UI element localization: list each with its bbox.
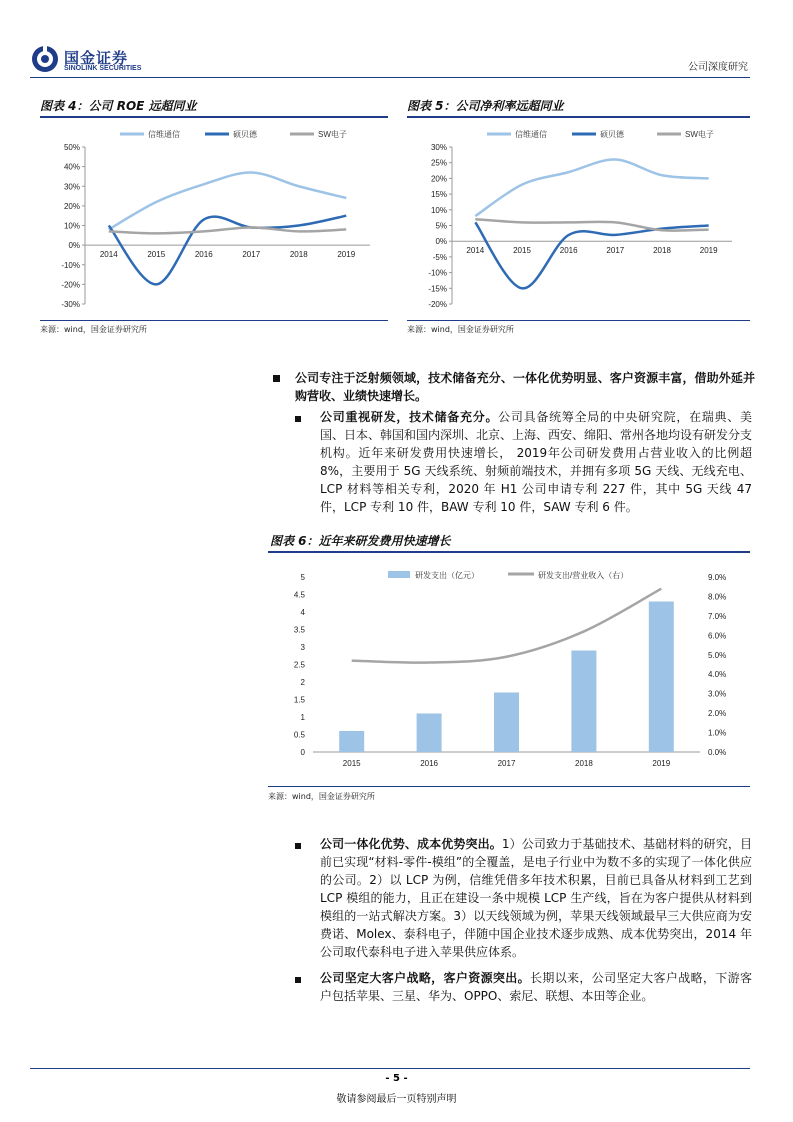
bar-2019 (649, 602, 674, 753)
y2-tick-label: 2.0% (708, 709, 727, 719)
bullet-sub-3 (295, 977, 301, 983)
legend-label-1: 硕贝德 (233, 130, 257, 139)
x-tick-label: 2015 (342, 759, 361, 768)
y-tick-label: 0% (68, 241, 80, 251)
bar-2017 (494, 693, 519, 753)
y-tick-label: 10% (63, 221, 80, 231)
sub2-body: 1）公司致力于基础技术、基础材料的研究，目前已实现“材料-零件-模组”的全覆盖，是电子行业中为数不多的实现了一体化供应的公司。2）以 LCP 为例，信维凭借多年技术积累，目前已具备从材料到工艺到 LCP 模组的能力，且正在建设一条中规模 LCP 生产线，旨在为客户提供从材料到模组的一站式解决方案。3）以天线领域为例，苹果天线领域最早三大供应商为安费诺、Molex、泰科电子，伴随中国企业技术逐步成熟、成本优势突出，2014 年公司取代泰科电子进入苹果供应体系。 (320, 837, 752, 959)
logo-english-name: SINOLINK SECURITIES (64, 65, 142, 72)
y2-tick-label: 8.0% (708, 592, 727, 602)
legend-label-1: 硕贝德 (600, 130, 624, 139)
bar-2015 (339, 731, 364, 752)
y-tick-label: -30% (61, 300, 80, 309)
figure5-title: 图表 5：公司净利率远超同业 (407, 99, 564, 113)
disclaimer: 敬请参阅最后一页特别声明 (336, 1094, 457, 1105)
y-tick-label: -10% (428, 268, 447, 278)
x-tick-label: 2019 (337, 250, 356, 260)
y2-tick-label: 3.0% (708, 689, 727, 699)
x-tick-label: 2015 (513, 246, 531, 256)
y2-tick-label: 4.0% (708, 670, 727, 680)
y-tick-label: 30% (63, 182, 80, 192)
y-tick-label: 0.5 (293, 730, 305, 740)
legend-label-line: 研发支出/营业收入（右） (538, 571, 629, 580)
y-tick-label: -20% (428, 300, 447, 309)
series-line-2 (109, 227, 347, 233)
y2-tick-label: 9.0% (708, 573, 727, 582)
figure5-bottom-rule (407, 320, 750, 321)
figure4-chart (40, 122, 388, 317)
point1-text: 公司专注于泛射频领域，技术储备充分、一体化优势明显、客户资源丰富，借助外延并购营收、业绩快速增长。 (295, 371, 755, 403)
y-tick-label: 3.5 (293, 625, 305, 635)
legend-swatch-bar (388, 571, 410, 578)
y-tick-label: 2 (300, 678, 305, 687)
y-tick-label: 40% (63, 162, 80, 172)
y-tick-label: 4.5 (293, 590, 305, 600)
y-tick-label: 50% (63, 143, 80, 152)
y-tick-label: 0 (300, 748, 305, 757)
y-tick-label: 1.5 (293, 695, 305, 705)
legend-label-0: 信维通信 (148, 130, 180, 139)
y-tick-label: -20% (61, 280, 80, 290)
bullet-point-1 (273, 375, 280, 382)
x-tick-label: 2016 (559, 246, 578, 256)
legend-label-0: 信维通信 (515, 130, 547, 139)
y-tick-label: 0% (435, 237, 447, 247)
y-tick-label: 5% (435, 221, 447, 231)
y-tick-label: -10% (61, 260, 80, 270)
sub3-paragraph (320, 969, 752, 1005)
figure6-top-rule (268, 551, 750, 553)
x-tick-label: 2019 (699, 246, 718, 256)
sub3-body: 长期以来，公司坚定大客户战略，下游客户包括苹果、三星、华为、OPPO、索尼、联想、本田等企业。 (320, 971, 752, 1003)
x-tick-label: 2018 (653, 246, 671, 256)
figure5-source: 来源：wind，国金证券研究所 (407, 325, 514, 334)
sub2-heading: 公司一体化优势、成本优势突出。 (320, 837, 502, 851)
figure6-bottom-rule (268, 786, 750, 787)
y-tick-label: -15% (428, 284, 447, 294)
x-tick-label: 2017 (242, 250, 261, 260)
x-tick-label: 2014 (466, 246, 485, 256)
x-tick-label: 2014 (99, 250, 118, 260)
figure4-bottom-rule (40, 320, 388, 321)
x-tick-label: 2018 (289, 250, 308, 260)
y-tick-label: 15% (430, 190, 447, 200)
y2-tick-label: 6.0% (708, 631, 727, 641)
header-divider (30, 77, 750, 78)
sub1-paragraph (320, 408, 752, 516)
figure5-chart (407, 122, 750, 317)
y-tick-label: 20% (63, 201, 80, 211)
sub3-heading: 公司坚定大客户战略，客户资源突出。 (320, 971, 530, 985)
y2-tick-label: 5.0% (708, 650, 727, 660)
y-tick-label: 25% (430, 158, 447, 168)
y2-tick-label: 1.0% (708, 728, 727, 738)
series-line-1 (475, 222, 708, 288)
sub1-body: 公司具备统筹全局的中央研究院，在瑞典、美国、日本、韩国和国内深圳、北京、上海、西安、绵阳、常州各地均设有研发分支机构。近年来研发费用快速增长， 2019年公司研发费用占营业收入的比例超 8%，主要用于 5G 天线系统、射频前端技术，并拥有多项 5G 天线、无线充电、 LCP 材料等相关专利，2020 年 H1 公司申请专利 227 件，其中 5G 天线 47 件，LCP 专利 10 件，BAW 专利 10 件，SAW 专利 6 件。 (320, 410, 753, 514)
bar-2018 (571, 651, 596, 753)
bar-2016 (417, 714, 442, 753)
y-tick-label: 30% (430, 143, 447, 152)
figure4-top-rule (40, 116, 388, 118)
series-line-0 (475, 160, 708, 217)
figure6-title: 图表 6：近年来研发费用快速增长 (270, 534, 451, 548)
figure4-title: 图表 4：公司 ROE 远超同业 (40, 99, 197, 113)
y-tick-label: 4 (300, 608, 305, 617)
y-tick-label: 20% (430, 174, 447, 184)
legend-label-bar: 研发支出（亿元） (415, 571, 479, 580)
sub1-heading: 公司重视研发，技术储备充分。 (320, 410, 499, 424)
footer-divider (30, 1068, 750, 1069)
y-tick-label: 3 (300, 643, 305, 652)
y-tick-label: 2.5 (293, 660, 305, 670)
figure4-source: 来源：wind，国金证券研究所 (40, 325, 147, 334)
page-number: - 5 - (385, 1073, 408, 1084)
x-tick-label: 2016 (420, 759, 438, 768)
figure6-chart (268, 560, 750, 775)
x-tick-label: 2019 (652, 759, 671, 768)
series-line-2 (475, 219, 708, 230)
y-tick-label: 5 (300, 573, 305, 582)
figure5-top-rule (407, 116, 750, 118)
legend-label-2: SW电子 (685, 130, 714, 139)
y-tick-label: -5% (432, 252, 447, 262)
x-tick-label: 2017 (497, 759, 516, 768)
x-tick-label: 2015 (147, 250, 166, 260)
y-tick-label: 10% (430, 205, 447, 215)
series-line-1 (109, 216, 347, 285)
report-type: 公司深度研究 (688, 62, 748, 73)
logo-chinese-name: 国金证券 (64, 49, 129, 67)
logo-mark-icon (30, 44, 60, 74)
legend-label-2: SW电子 (318, 130, 347, 139)
x-tick-label: 2017 (606, 246, 625, 256)
y-tick-label: 1 (300, 713, 305, 722)
x-tick-label: 2018 (575, 759, 593, 768)
y2-tick-label: 0.0% (708, 748, 727, 757)
company-logo (30, 44, 170, 74)
sub2-paragraph (320, 835, 752, 961)
bullet-sub-1 (295, 416, 301, 422)
ratio-line (352, 589, 662, 663)
x-tick-label: 2016 (194, 250, 213, 260)
figure6-source: 来源：wind，国金证券研究所 (268, 792, 375, 801)
y2-tick-label: 7.0% (708, 611, 727, 621)
bullet-sub-2 (295, 843, 301, 849)
